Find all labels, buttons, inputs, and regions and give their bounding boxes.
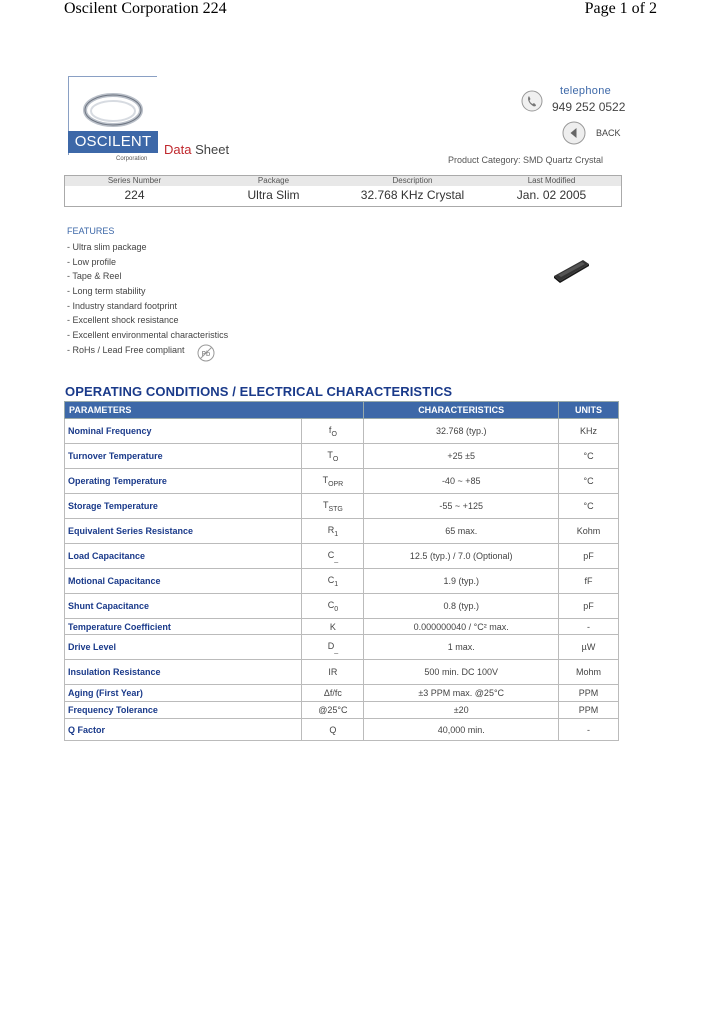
parameter-name: Nominal Frequency [65, 419, 302, 444]
table-row [65, 519, 619, 544]
logo-brand: OSCILENT [68, 131, 158, 153]
features-title: FEATURES [67, 226, 115, 236]
pb-mark: Pb [201, 350, 211, 358]
electrical-characteristics-table [64, 401, 619, 741]
characteristic-value: 32.768 (typ.) [364, 419, 559, 444]
characteristic-value: ±20 [364, 702, 559, 719]
symbol-main: T [327, 449, 333, 460]
characteristic-value: 40,000 min. [364, 719, 559, 741]
characteristic-value: 65 max. [364, 519, 559, 544]
page-header-left: Oscilent Corporation 224 [64, 0, 227, 17]
parameter-symbol [302, 619, 364, 635]
symbol-subscript: O [331, 430, 337, 438]
table-row [65, 444, 619, 469]
summary-table [64, 175, 622, 207]
telephone-number[interactable]: 949 252 0522 [552, 100, 626, 114]
parameter-symbol [302, 469, 364, 494]
unit-value: - [559, 719, 619, 741]
unit-value: µW [559, 635, 619, 660]
telephone-icon[interactable] [521, 90, 543, 112]
header-characteristics: CHARACTERISTICS [364, 402, 559, 419]
table-row [65, 635, 619, 660]
symbol-subscript: _ [334, 555, 339, 563]
summary-description-value: 32.768 KHz Crystal [360, 188, 465, 202]
oscilent-logo[interactable] [68, 76, 158, 164]
symbol-subscript: 1 [334, 580, 339, 588]
feature-item: - Industry standard footprint [67, 300, 178, 311]
feature-item: - Tape & Reel [67, 271, 122, 282]
symbol-main: C [327, 574, 335, 585]
symbol-main: T [322, 474, 329, 485]
operating-conditions-title: OPERATING CONDITIONS / ELECTRICAL CHARACTERISTICS [65, 384, 453, 399]
product-category: Product Category: SMD Quartz Crystal [448, 155, 604, 165]
characteristic-value: 12.5 (typ.) / 7.0 (Optional) [364, 544, 559, 569]
unit-value: °C [559, 494, 619, 519]
parameter-symbol [302, 419, 364, 444]
characteristic-value: 1.9 (typ.) [364, 569, 559, 594]
logo-corporation: Corporation [116, 156, 148, 162]
title-data: Data [164, 142, 192, 157]
summary-package-value: Ultra Slim [247, 188, 300, 202]
feature-item: - RoHs / Lead Free compliant [67, 344, 185, 355]
unit-value: pF [559, 594, 619, 619]
table-row [65, 469, 619, 494]
parameter-name: Storage Temperature [65, 494, 302, 519]
table-row [65, 594, 619, 619]
unit-value: KHz [559, 419, 619, 444]
table-row [65, 544, 619, 569]
crystal-chip-image [550, 252, 592, 286]
parameter-name: Q Factor [65, 719, 302, 741]
symbol-subscript: OPR [328, 480, 344, 488]
symbol-main: C [327, 599, 335, 610]
ring-icon [82, 90, 144, 130]
parameter-symbol [302, 594, 364, 619]
symbol-main: R [327, 524, 335, 535]
parameter-name: Turnover Temperature [65, 444, 302, 469]
parameter-symbol [302, 569, 364, 594]
unit-value: - [559, 619, 619, 635]
parameter-symbol [302, 685, 364, 702]
back-link[interactable]: BACK [596, 128, 621, 138]
parameter-symbol [302, 719, 364, 741]
symbol-main: IR [328, 667, 338, 677]
symbol-main: f [328, 424, 332, 435]
lead-free-icon [196, 343, 216, 363]
summary-modified-value: Jan. 02 2005 [516, 188, 587, 202]
characteristic-value: 0.8 (typ.) [364, 594, 559, 619]
summary-series-value: 224 [124, 188, 145, 202]
parameter-name: Motional Capacitance [65, 569, 302, 594]
table-row [65, 702, 619, 719]
unit-value: PPM [559, 685, 619, 702]
table-row [65, 660, 619, 685]
unit-value: °C [559, 444, 619, 469]
summary-header-package: Package [257, 176, 290, 185]
unit-value: Kohm [559, 519, 619, 544]
table-header-row [65, 402, 619, 419]
parameter-name: Equivalent Series Resistance [65, 519, 302, 544]
table-row [65, 719, 619, 741]
feature-item: - Ultra slim package [67, 242, 147, 252]
parameter-symbol [302, 660, 364, 685]
unit-value: PPM [559, 702, 619, 719]
symbol-main: C [327, 549, 335, 560]
characteristic-value: 500 min. DC 100V [364, 660, 559, 685]
symbol-main: K [329, 621, 336, 632]
feature-item: - Low profile [67, 256, 117, 267]
unit-value: °C [559, 469, 619, 494]
characteristic-value: ±3 PPM max. @25°C [364, 685, 559, 702]
telephone-label: telephone [560, 85, 612, 97]
summary-header-modified: Last Modified [527, 176, 576, 185]
symbol-main: D [327, 640, 335, 651]
page-number: Page 1 of 2 [584, 0, 657, 17]
parameter-name: Load Capacitance [65, 544, 302, 569]
table-row [65, 419, 619, 444]
symbol-subscript: O [332, 455, 339, 463]
symbol-subscript: _ [334, 646, 339, 654]
features-list [67, 240, 228, 358]
symbol-main: Q [329, 724, 337, 735]
unit-value: Mohm [559, 660, 619, 685]
parameter-symbol [302, 702, 364, 719]
symbol-main: Δf/fc [323, 688, 342, 698]
table-row [65, 569, 619, 594]
summary-header-series: Series Number [107, 176, 162, 185]
parameter-symbol [302, 444, 364, 469]
parameter-name: Shunt Capacitance [65, 594, 302, 619]
table-row [65, 685, 619, 702]
symbol-subscript: STG [328, 505, 343, 513]
symbol-main: T [322, 499, 329, 510]
feature-item: - Long term stability [67, 286, 146, 297]
feature-item: - Excellent shock resistance [67, 315, 179, 326]
header-parameters: PARAMETERS [65, 402, 364, 419]
parameter-name: Aging (First Year) [65, 685, 302, 702]
feature-item: - Excellent environmental characteristics [67, 330, 229, 341]
symbol-subscript: 0 [334, 605, 339, 613]
characteristic-value: -40 ~ +85 [364, 469, 559, 494]
characteristic-value: 0.000000040 / °C² max. [364, 619, 559, 635]
characteristic-value: 1 max. [364, 635, 559, 660]
unit-value: fF [559, 569, 619, 594]
parameter-symbol [302, 635, 364, 660]
parameter-name: Operating Temperature [65, 469, 302, 494]
table-row [65, 494, 619, 519]
characteristic-value: +25 ±5 [364, 444, 559, 469]
parameter-name: Temperature Coefficient [65, 619, 302, 635]
characteristic-value: -55 ~ +125 [364, 494, 559, 519]
header-units: UNITS [559, 402, 619, 419]
symbol-subscript: 1 [334, 530, 339, 538]
summary-header-description: Description [392, 176, 433, 185]
parameter-name: Insulation Resistance [65, 660, 302, 685]
unit-value: pF [559, 544, 619, 569]
parameter-name: Frequency Tolerance [65, 702, 302, 719]
table-row [65, 619, 619, 635]
parameter-name: Drive Level [65, 635, 302, 660]
parameter-symbol [302, 544, 364, 569]
data-sheet-title [164, 142, 229, 157]
symbol-main: @25°C [318, 705, 348, 715]
title-sheet: Sheet [195, 142, 230, 157]
parameter-symbol [302, 494, 364, 519]
parameter-symbol [302, 519, 364, 544]
back-arrow-icon[interactable] [562, 121, 586, 145]
